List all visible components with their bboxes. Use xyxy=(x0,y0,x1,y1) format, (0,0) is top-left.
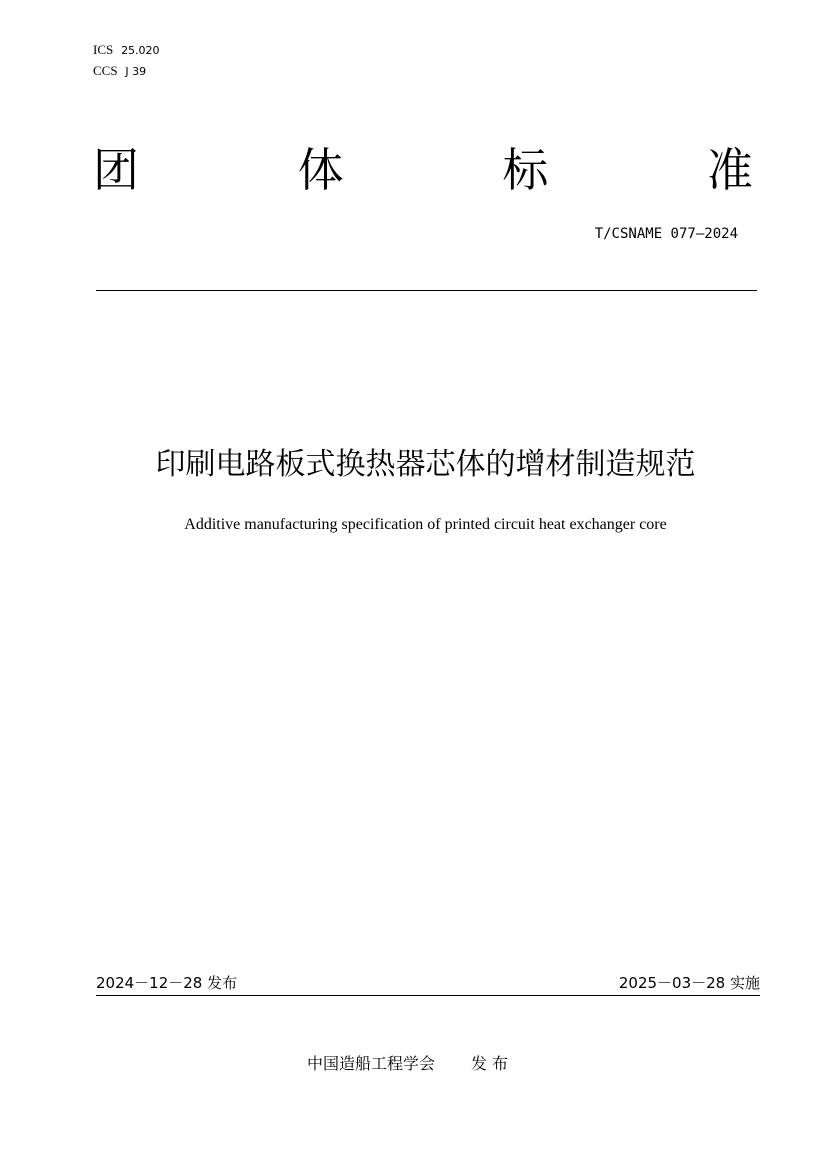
publisher-name: 中国造船工程学会 xyxy=(306,1054,435,1073)
ccs-code-row xyxy=(93,61,160,82)
ics-code-row xyxy=(93,40,160,61)
footer-divider xyxy=(96,995,760,996)
standard-type-char: 团 xyxy=(93,143,139,197)
ics-label: ICS xyxy=(93,42,114,57)
implementation-date: 2025－03－28 实施 xyxy=(618,974,760,992)
ics-value: 25.020 xyxy=(121,44,160,57)
publisher-suffix: 发 布 xyxy=(470,1054,509,1073)
classification-codes xyxy=(93,40,160,82)
dates-row xyxy=(96,972,760,994)
standard-number: T/CSNAME 077—2024 xyxy=(594,226,738,242)
ccs-value: J 39 xyxy=(125,65,147,78)
standard-type-char: 标 xyxy=(502,143,549,197)
standard-type-heading xyxy=(93,140,753,200)
publisher-line xyxy=(0,1052,815,1076)
ccs-label: CCS xyxy=(93,63,118,78)
standard-type-char: 体 xyxy=(297,143,344,197)
standard-type-char: 准 xyxy=(706,143,753,197)
document-title-chinese: 印刷电路板式换热器芯体的增材制造规范 xyxy=(155,447,696,482)
document-title-english: Additive manufacturing specification of printed circuit heat exchanger core xyxy=(184,516,667,533)
header-divider xyxy=(96,290,757,291)
issue-date: 2024－12－28 发布 xyxy=(96,974,238,992)
